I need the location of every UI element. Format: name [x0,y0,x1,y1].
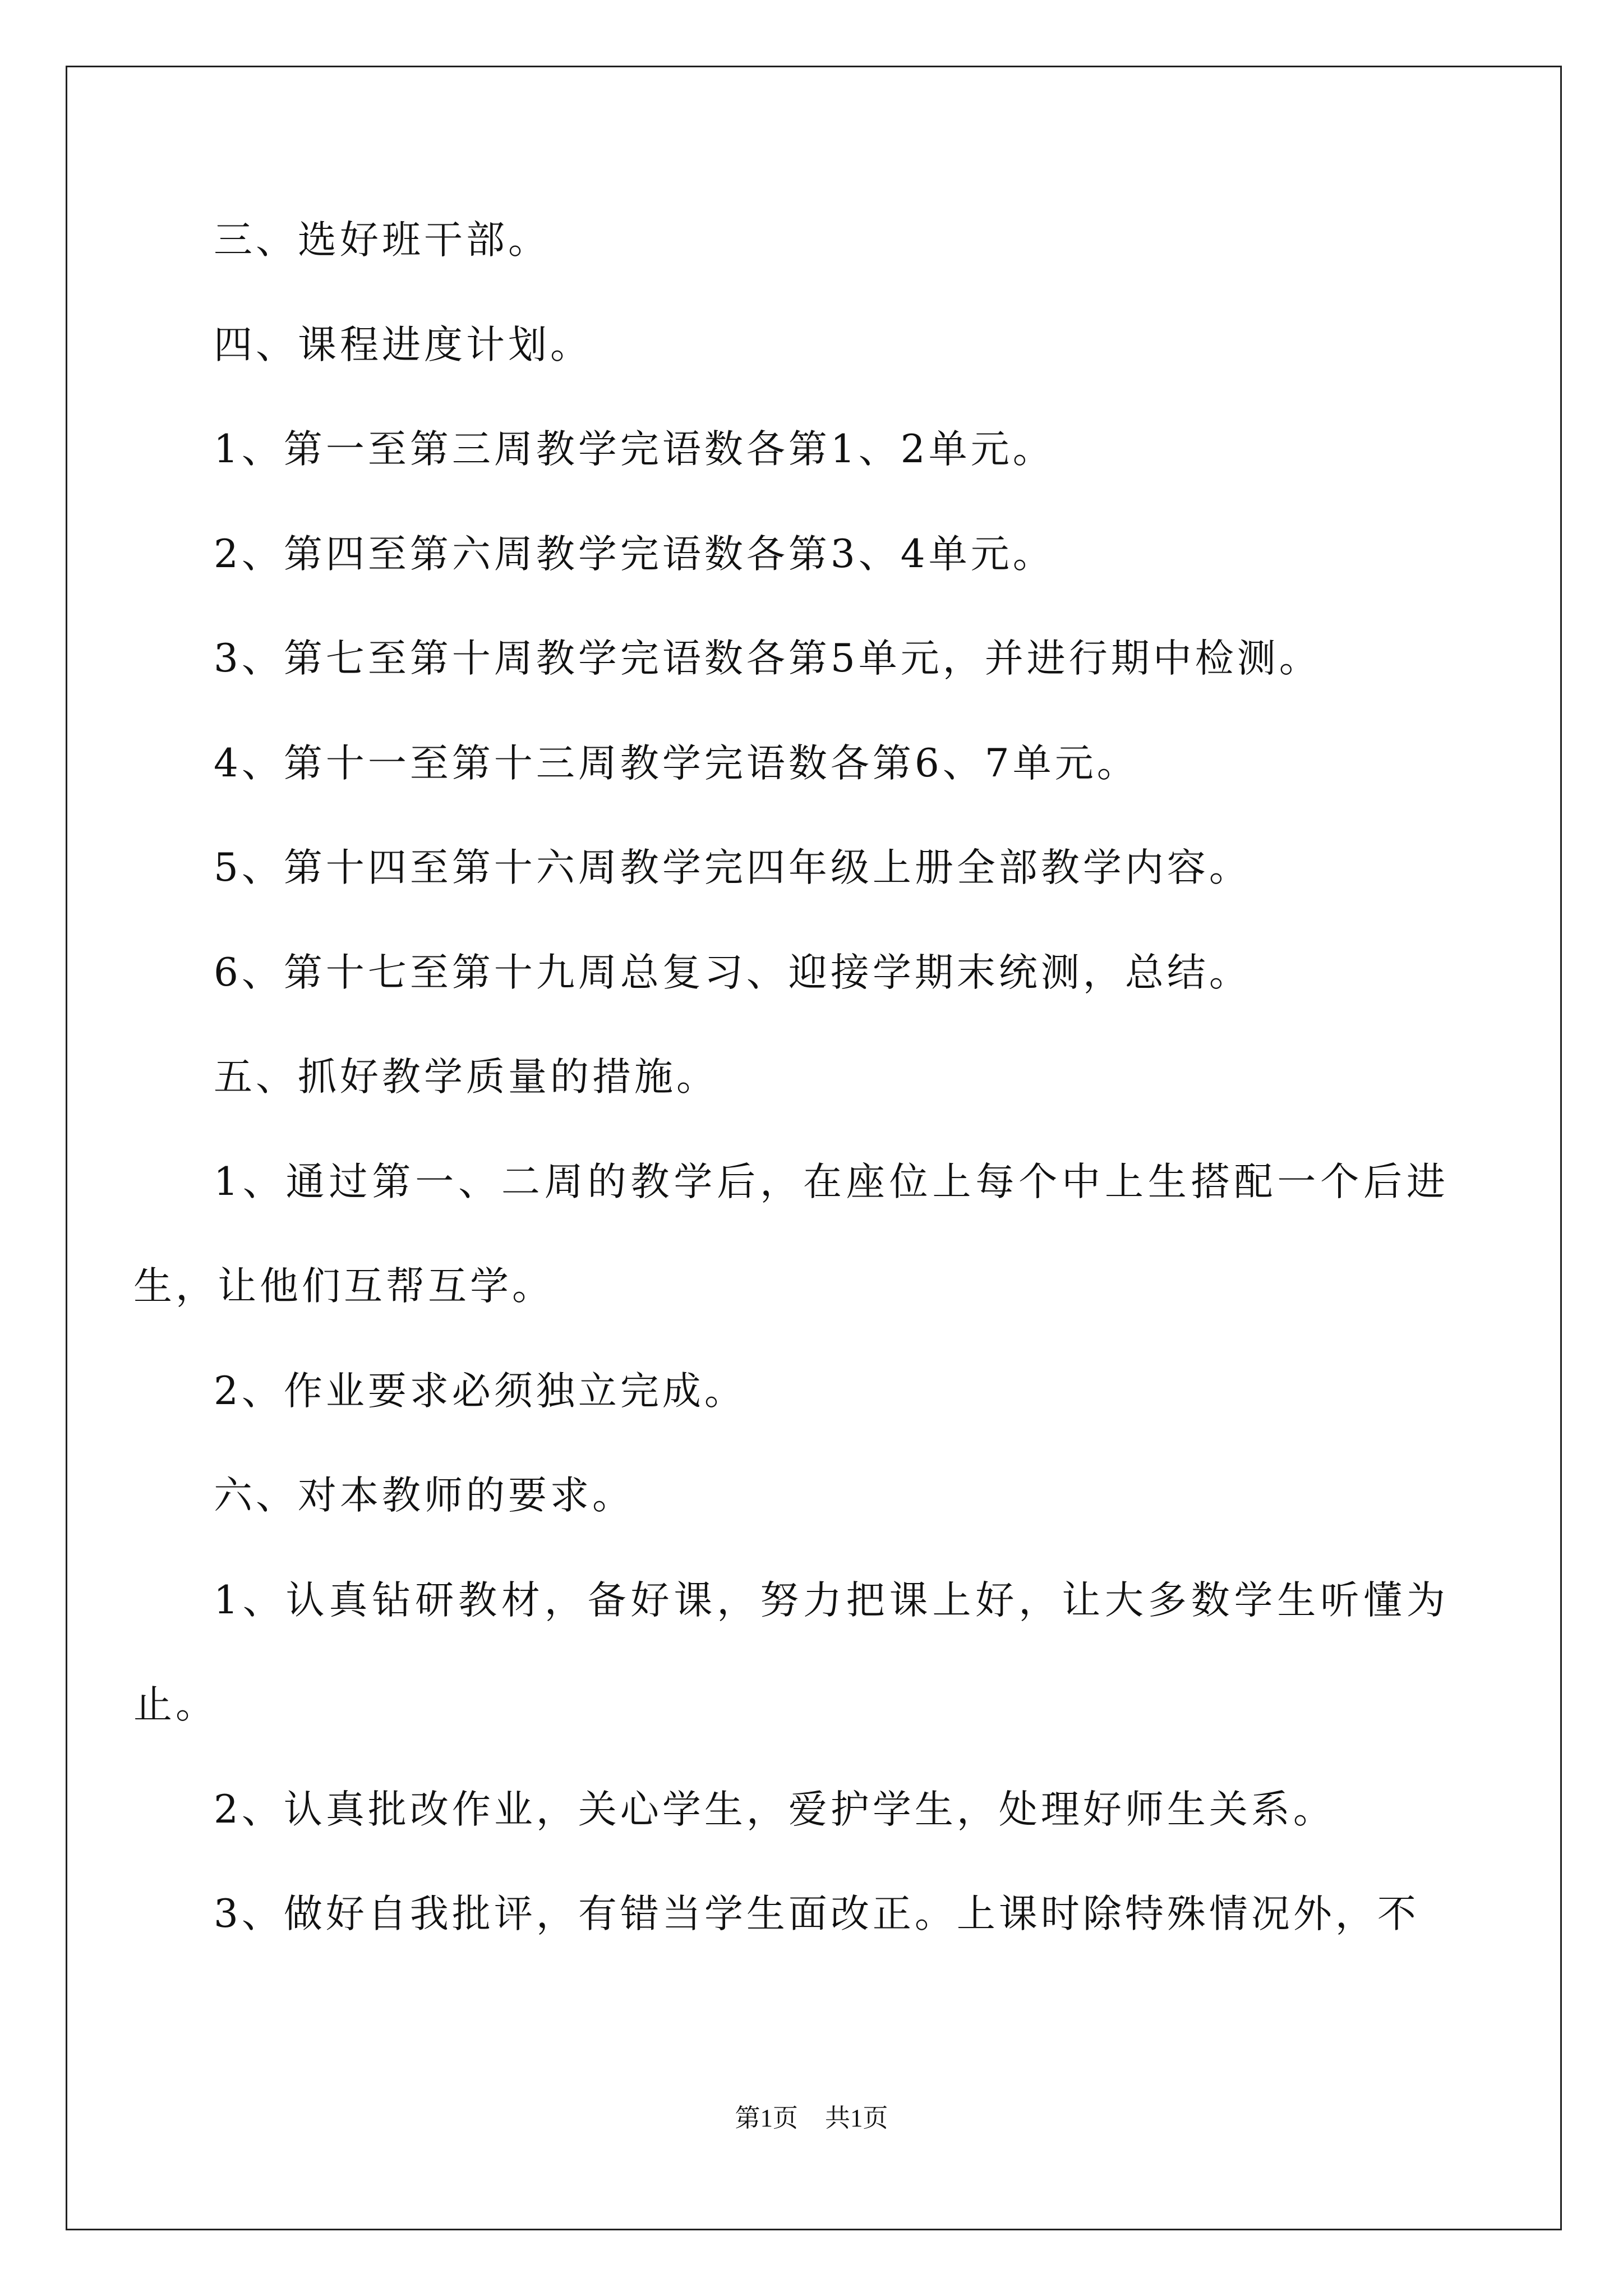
measure-item-2: 2、作业要求必须独立完成。 [214,1368,746,1414]
current-page-label: 第1页 [735,2104,798,2132]
schedule-item-3: 3、第七至第十周教学完语数各第5单元，并进行期中检测。 [214,636,1321,681]
page-footer [0,2101,1623,2135]
section-heading-class-cadres: 三、选好班干部。 [214,218,550,263]
document-body [133,188,1449,1967]
requirement-item-2: 2、认真批改作业，关心学生，爱护学生，处理好师生关系。 [214,1787,1335,1832]
schedule-item-6: 6、第十七至第十九周总复习、迎接学期末统测，总结。 [214,950,1251,995]
schedule-item-4: 4、第十一至第十三周教学完语数各第6、7单元。 [214,740,1139,786]
requirement-item-3: 3、做好自我批评，有错当学生面改正。上课时除特殊情况外，不 [214,1892,1419,1936]
section-heading-teacher-requirements: 六、对本教师的要求。 [214,1473,634,1518]
measure-item-1: 1、通过第一、二周的教学后，在座位上每个中上生搭配一个后进生，让他们互帮互学。 [133,1159,1449,1309]
section-heading-quality-measures: 五、抓好教学质量的措施。 [214,1055,718,1099]
schedule-item-1: 1、第一至第三周教学完语数各第1、2单元。 [214,427,1055,472]
total-pages-label: 共1页 [825,2104,888,2132]
requirement-item-1: 1、认真钻研教材，备好课，努力把课上好，让大多数学生听懂为止。 [133,1577,1449,1727]
schedule-item-2: 2、第四至第六周教学完语数各第3、4单元。 [214,531,1055,577]
section-heading-course-schedule: 四、课程进度计划。 [214,322,592,367]
schedule-item-5: 5、第十四至第十六周教学完四年级上册全部教学内容。 [214,845,1251,890]
